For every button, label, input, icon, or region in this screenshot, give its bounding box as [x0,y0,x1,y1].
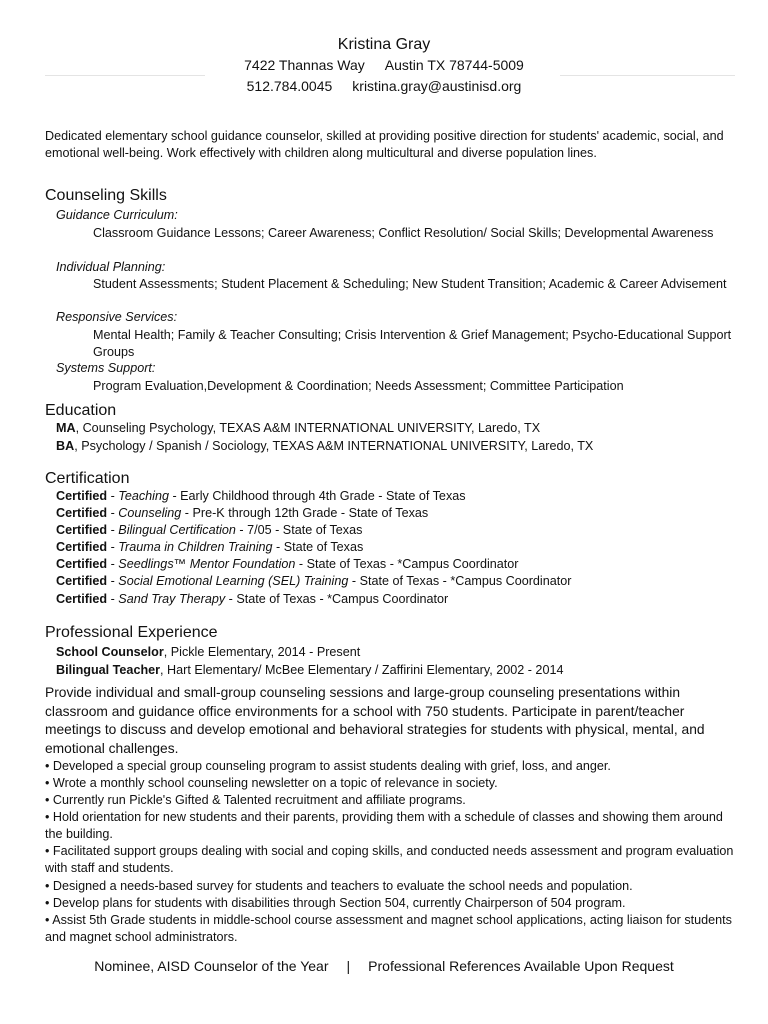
cert-detail: - State of Texas - *Campus Coordinator [348,574,572,588]
footer-separator: | [346,958,351,974]
skill-group-text: Student Assessments; Student Placement & Scheduling; New Student Transition; Academic & Career Advisement [93,277,727,291]
cert-label: Certified [56,592,108,606]
cert-label: Certified [56,557,108,571]
cert-sep: - [107,540,119,554]
cert-detail: - State of Texas [272,540,364,554]
cert-detail: - State of Texas - *Campus Coordinator [225,592,449,606]
degree: MA [56,421,76,435]
experience-bullet: • Facilitated support groups dealing with social and coping skills, and conducted needs assessment and program evaluation with staff and students. [45,844,734,875]
cert-name: Bilingual Certification [118,523,236,537]
header-rule-left [45,75,205,76]
skill-group-label: Responsive Services: [56,310,178,324]
section-heading-experience: Professional Experience [45,624,218,641]
candidate-name: Kristina Gray [337,36,431,53]
skill-group-text: Classroom Guidance Lessons; Career Awareness; Conflict Resolution/ Social Skills; Developmental Awareness [93,226,714,240]
degree: BA [56,439,75,453]
cert-sep: - [107,592,119,606]
skill-group-text: Program Evaluation,Development & Coordination; Needs Assessment; Committee Participation [93,379,624,393]
skill-group-label: Individual Planning: [56,260,166,274]
cert-sep: - [107,574,119,588]
cert-detail: - State of Texas - *Campus Coordinator [295,557,519,571]
section-heading-skills: Counseling Skills [45,187,167,204]
cert-detail: - 7/05 - State of Texas [235,523,363,537]
experience-bullet: • Wrote a monthly school counseling newsletter on a topic of relevance in society. [45,776,498,790]
cert-label: Certified [56,540,108,554]
certification-item [56,557,518,571]
degree-detail: , Counseling Psychology, TEXAS A&M INTERNATIONAL UNIVERSITY, Laredo, TX [75,421,541,435]
footer-references: Professional References Available Upon Request [368,958,674,974]
cert-name: Counseling [118,506,182,520]
cert-name: Seedlings™ Mentor Foundation [118,557,296,571]
degree-detail: , Psychology / Spanish / Sociology, TEXAS A&M INTERNATIONAL UNIVERSITY, Laredo, TX [74,439,594,453]
section-heading-education: Education [45,402,117,419]
cert-name: Sand Tray Therapy [118,592,226,606]
header-rule-right [560,75,735,76]
cert-label: Certified [56,523,108,537]
experience-role [56,645,360,659]
footer [0,958,768,974]
skill-group-label: Guidance Curriculum: [56,208,178,222]
certification-item [56,506,428,520]
phone-number: 512.784.0045 [246,78,333,94]
experience-description: Provide individual and small-group counseling sessions and large-group counseling presentations within classroom and guidance office environments for a school with 750 students. Participate in parent/teacher meetings to discuss and develop emotional and behavioral strategies for students with physical, mental, and emotional challenges. [45,685,705,756]
summary-paragraph: Dedicated elementary school guidance counselor, skilled at providing positive direction for students' academic, social, and emotional well-being. Work effectively with children along multicultural and diverse population lines. [45,129,724,160]
certification-item [56,574,571,588]
skill-group-text: Mental Health; Family & Teacher Consulting; Crisis Intervention & Grief Management; Psycho-Educational Support Groups [93,328,732,359]
experience-bullet: • Developed a special group counseling program to assist students dealing with grief, loss, and anger. [45,759,611,773]
cert-detail: - Early Childhood through 4th Grade - State of Texas [168,489,466,503]
street-address: 7422 Thannas Way [244,57,365,73]
experience-bullet: • Hold orientation for new students and their parents, providing them with a schedule of classes and showing them around the building. [45,810,723,841]
cert-label: Certified [56,506,108,520]
cert-name: Social Emotional Learning (SEL) Training [118,574,349,588]
cert-label: Certified [56,489,108,503]
experience-bullet: • Currently run Pickle's Gifted & Talented recruitment and affiliate programs. [45,793,466,807]
city-state-zip: Austin TX 78744-5009 [384,57,524,73]
cert-sep: - [107,489,119,503]
certification-item [56,523,362,537]
experience-bullet: • Designed a needs-based survey for students and teachers to evaluate the school needs and population. [45,879,633,893]
footer-award: Nominee, AISD Counselor of the Year [94,958,329,974]
certification-item [56,489,466,503]
experience-bullet: • Assist 5th Grade students in middle-school course assessment and magnet school applications, acting liaison for students and magnet school administrators. [45,913,732,944]
section-heading-certification: Certification [45,470,130,487]
skill-group-label: Systems Support: [56,361,156,375]
cert-name: Teaching [118,489,169,503]
education-item [56,439,593,453]
certification-item [56,540,363,554]
cert-sep: - [107,557,119,571]
experience-role [56,663,563,677]
cert-label: Certified [56,574,108,588]
experience-bullet: • Develop plans for students with disabilities through Section 504, currently Chairperson of 504 program. [45,896,626,910]
address-line [0,57,768,73]
role-title: Bilingual Teacher [56,663,161,677]
cert-sep: - [107,506,119,520]
education-item [56,421,540,435]
certification-item [56,592,448,606]
email-link[interactable]: kristina.gray@austinisd.org [352,78,522,94]
role-title: School Counselor [56,645,164,659]
cert-detail: - Pre-K through 12th Grade - State of Texas [181,506,429,520]
contact-line [0,78,768,94]
role-detail: , Pickle Elementary, 2014 - Present [163,645,361,659]
cert-sep: - [107,523,119,537]
cert-name: Trauma in Children Training [118,540,273,554]
role-detail: , Hart Elementary/ McBee Elementary / Zaffirini Elementary, 2002 - 2014 [160,663,564,677]
